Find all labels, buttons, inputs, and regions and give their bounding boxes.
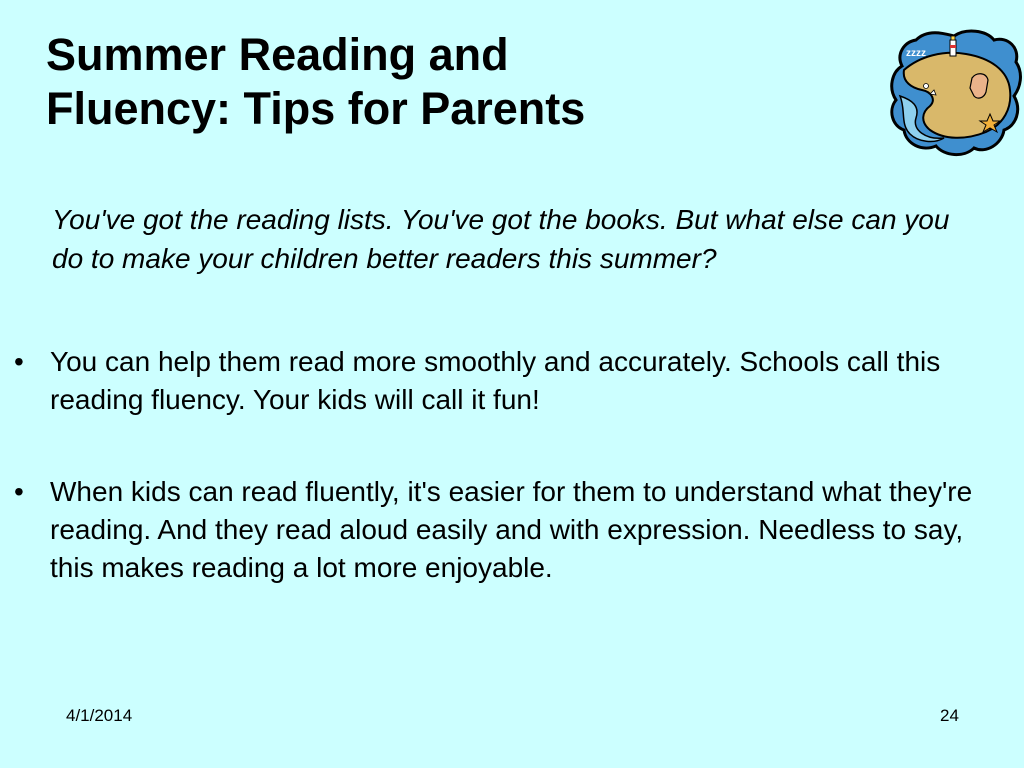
- footer-date: 4/1/2014: [66, 706, 133, 725]
- bullet-marker: •: [14, 346, 24, 377]
- footer-page-number: 24: [940, 706, 959, 725]
- bullet-marker: •: [14, 476, 24, 507]
- slide-title: [46, 28, 846, 136]
- bullet-item: [14, 343, 974, 419]
- bullet-list: [14, 343, 974, 587]
- beach-island-clipart-icon: [886, 26, 1024, 158]
- slide-title-line-2: Fluency: Tips for Parents: [46, 83, 586, 134]
- intro-text: You've got the reading lists. You've got the books. But what else can you do to make your children better readers this summer?: [52, 204, 950, 274]
- clipart-zzz-text: zzzz: [906, 48, 926, 59]
- slide-title-line-1: Summer Reading and: [46, 29, 509, 80]
- bullet-item: [14, 473, 974, 587]
- bullet-text: You can help them read more smoothly and accurately. Schools call this reading fluency. Your kids will call it fun!: [50, 346, 941, 415]
- bullet-text: When kids can read fluently, it's easier for them to understand what they're reading. And they read aloud easily and with expression. Needless to say, this makes reading a lot more enjoyable.: [50, 476, 973, 583]
